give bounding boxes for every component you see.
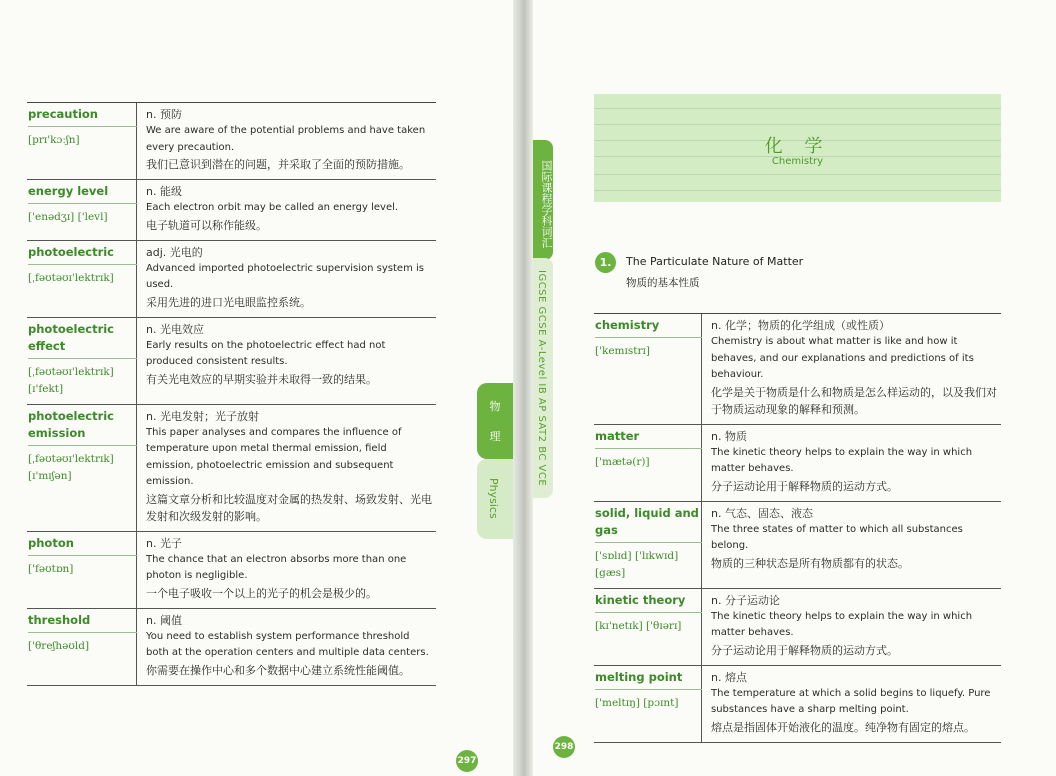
word-header bbox=[28, 408, 137, 446]
headword: melting point bbox=[595, 669, 683, 684]
vocab-entry bbox=[27, 103, 436, 180]
word-cell bbox=[27, 318, 137, 404]
phonetic: ['mætə(r)] bbox=[595, 455, 650, 468]
definition-cell bbox=[137, 180, 436, 240]
word-header bbox=[595, 505, 702, 543]
word-cell bbox=[594, 589, 702, 665]
word-cell bbox=[27, 405, 137, 531]
part-of-speech: n. 光子 bbox=[146, 536, 182, 550]
headword: photoelectric effect bbox=[28, 321, 115, 353]
example-zh: 电子轨道可以称作能级。 bbox=[146, 218, 267, 232]
left-vocab-table bbox=[27, 102, 436, 686]
vocab-entry bbox=[594, 502, 1001, 589]
subject-char-1: 物 bbox=[489, 400, 501, 413]
part-of-speech: n. 化学；物质的化学组成（或性质） bbox=[711, 319, 890, 332]
definition-cell bbox=[137, 532, 436, 608]
phonetic: ['sɒlɪd] ['lɪkwɪd] [gæs] bbox=[595, 549, 679, 579]
word-header bbox=[28, 535, 137, 556]
vocab-tab[interactable]: 国际课程学科词汇 bbox=[533, 140, 553, 260]
word-header bbox=[595, 592, 702, 613]
example-en: We are aware of the potential problems and have taken every precaution. bbox=[146, 125, 426, 153]
book-gutter bbox=[513, 0, 533, 776]
word-cell bbox=[27, 609, 137, 685]
section-title-en: The Particulate Nature of Matter bbox=[626, 255, 804, 268]
word-header bbox=[28, 244, 137, 265]
word-header bbox=[595, 669, 702, 690]
example-en: The temperature at which a solid begins to liquefy. Pure substances have a sharp melting point. bbox=[711, 687, 991, 715]
definition-cell bbox=[137, 103, 436, 179]
example-zh: 一个电子吸收一个以上的光子的机会是极少的。 bbox=[146, 586, 377, 600]
word-cell bbox=[27, 241, 137, 317]
part-of-speech: n. 熔点 bbox=[711, 670, 747, 684]
banner-subtitle: Chemistry bbox=[771, 156, 824, 167]
page-number-right: 298 bbox=[553, 736, 575, 758]
headword: kinetic theory bbox=[595, 592, 686, 607]
part-of-speech: n. 光电发射；光子放射 bbox=[146, 409, 259, 423]
vocab-entry bbox=[27, 532, 436, 609]
definition-cell bbox=[137, 241, 436, 317]
phonetic: ['θreʃhəʊld] bbox=[28, 639, 90, 652]
part-of-speech: n. 物质 bbox=[711, 429, 747, 443]
example-zh: 分子运动论用于解释物质的运动方式。 bbox=[711, 479, 898, 493]
vocab-entry bbox=[27, 405, 436, 532]
subject-char-2: 理 bbox=[489, 430, 501, 443]
example-zh: 采用先进的进口光电眼监控系统。 bbox=[146, 295, 311, 309]
vocab-entry bbox=[27, 180, 436, 241]
word-cell bbox=[594, 425, 702, 501]
word-header bbox=[595, 428, 702, 449]
headword: energy level bbox=[28, 184, 109, 198]
example-zh: 化学是关于物质是什么和物质是怎么样运动的，以及我们对于物质运动现象的解释和预测。 bbox=[711, 385, 997, 416]
word-header bbox=[28, 321, 137, 359]
headword: threshold bbox=[28, 612, 91, 627]
definition-cell bbox=[702, 502, 1001, 588]
word-header bbox=[28, 106, 137, 127]
example-zh: 分子运动论用于解释物质的运动方式。 bbox=[711, 643, 898, 657]
example-zh: 物质的三种状态是所有物质都有的状态。 bbox=[711, 556, 909, 570]
part-of-speech: n. 气态、固态、液态 bbox=[711, 506, 813, 520]
section-title-zh: 物质的基本性质 bbox=[626, 277, 700, 289]
part-of-speech: adj. 光电的 bbox=[146, 245, 203, 259]
section-number-badge: 1. bbox=[595, 252, 616, 273]
phonetic: [ˌfəʊtəʊɪ'lektrɪk] [ɪ'fekt] bbox=[28, 365, 114, 395]
part-of-speech: n. 阈值 bbox=[146, 613, 182, 627]
word-cell bbox=[594, 314, 702, 424]
phonetic: [ˌfəʊtəʊɪ'lektrɪk] [ɪ'mɪʃən] bbox=[28, 452, 114, 482]
example-en: Each electron orbit may be called an energy level. bbox=[146, 202, 399, 213]
example-en: Chemistry is about what matter is like and how it behaves, and our explanations and predictions of its behaviour. bbox=[711, 336, 974, 380]
part-of-speech: n. 光电效应 bbox=[146, 322, 204, 336]
word-cell bbox=[594, 666, 702, 742]
example-zh: 我们已意识到潜在的问题，并采取了全面的预防措施。 bbox=[146, 158, 410, 171]
example-en: The three states of matter to which all substances belong. bbox=[711, 523, 963, 551]
vocab-entry bbox=[27, 241, 436, 318]
word-header bbox=[595, 317, 702, 338]
physics-tab-label: Physics bbox=[487, 478, 500, 519]
headword: photoelectric emission bbox=[28, 408, 115, 440]
word-cell bbox=[27, 180, 137, 240]
subject-tab-physics[interactable] bbox=[477, 383, 513, 459]
phonetic: [kɪ'netɪk] ['θɪərɪ] bbox=[595, 619, 682, 632]
example-en: This paper analyses and compares the influence of temperature upon metal thermal emission, field emission, photoelectric emission and subsequent emission. bbox=[146, 426, 402, 487]
word-cell bbox=[27, 103, 137, 179]
exam-tab-label: IGCSE GCSE A-Level IB AP SAT2 BC VCE bbox=[536, 270, 547, 487]
vocab-entry bbox=[594, 314, 1001, 425]
example-en: Advanced imported photoelectric supervision system is used. bbox=[146, 262, 424, 290]
example-zh: 你需要在操作中心和多个数据中心建立系统性能阈值。 bbox=[146, 663, 410, 677]
definition-cell bbox=[702, 666, 1001, 742]
vocab-entry bbox=[594, 589, 1001, 666]
definition-cell bbox=[702, 314, 1001, 424]
part-of-speech: n. 分子运动论 bbox=[711, 593, 780, 607]
headword: chemistry bbox=[595, 318, 660, 332]
definition-cell bbox=[137, 609, 436, 685]
example-zh: 这篇文章分析和比较温度对金属的热发射、场致发射、光电发射和次级发射的影响。 bbox=[146, 492, 432, 523]
phonetic: [ˌfəʊtəʊɪ'lektrɪk] bbox=[28, 271, 114, 284]
vocab-entry bbox=[594, 425, 1001, 502]
right-vocab-table bbox=[594, 313, 1001, 743]
word-header bbox=[28, 183, 137, 204]
example-en: The chance that an electron absorbs more than one photon is negligible. bbox=[146, 553, 407, 581]
definition-cell bbox=[137, 405, 436, 531]
page-number-left: 297 bbox=[456, 750, 478, 772]
example-en: You need to establish system performance threshold both at the operation centers and multiple data centers. bbox=[146, 630, 429, 658]
headword: photoelectric bbox=[28, 244, 115, 259]
phonetic: ['enədʒɪ] ['levl] bbox=[28, 211, 108, 223]
phonetic: ['fəʊtɒn] bbox=[28, 562, 74, 575]
phonetic: [prɪ'kɔːʃn] bbox=[28, 134, 80, 146]
banner-title: 化 学 bbox=[764, 136, 831, 157]
part-of-speech: n. 预防 bbox=[146, 108, 182, 121]
example-en: The kinetic theory helps to explain the way in which matter behaves. bbox=[711, 610, 973, 638]
headword: precaution bbox=[28, 107, 98, 121]
vocab-entry bbox=[27, 609, 436, 686]
vocab-entry bbox=[27, 318, 436, 405]
example-zh: 有关光电效应的早期实验并未取得一致的结果。 bbox=[146, 372, 377, 386]
headword: matter bbox=[595, 428, 640, 443]
definition-cell bbox=[137, 318, 436, 404]
word-cell bbox=[594, 502, 702, 588]
part-of-speech: n. 能级 bbox=[146, 185, 182, 198]
example-en: Early results on the photoelectric effect had not produced consistent results. bbox=[146, 339, 386, 367]
example-en: The kinetic theory helps to explain the way in which matter behaves. bbox=[711, 446, 973, 474]
definition-cell bbox=[702, 589, 1001, 665]
chemistry-banner bbox=[594, 94, 1001, 202]
vocab-entry bbox=[594, 666, 1001, 743]
example-zh: 熔点是指固体开始液化的温度。纯净物有固定的熔点。 bbox=[711, 720, 975, 734]
word-header bbox=[28, 612, 137, 633]
phonetic: ['kemɪstrɪ] bbox=[595, 345, 650, 357]
word-cell bbox=[27, 532, 137, 608]
phonetic: ['meltɪŋ] [pɔɪnt] bbox=[595, 696, 679, 709]
definition-cell bbox=[702, 425, 1001, 501]
headword: solid, liquid and gas bbox=[595, 505, 699, 537]
headword: photon bbox=[28, 535, 74, 550]
